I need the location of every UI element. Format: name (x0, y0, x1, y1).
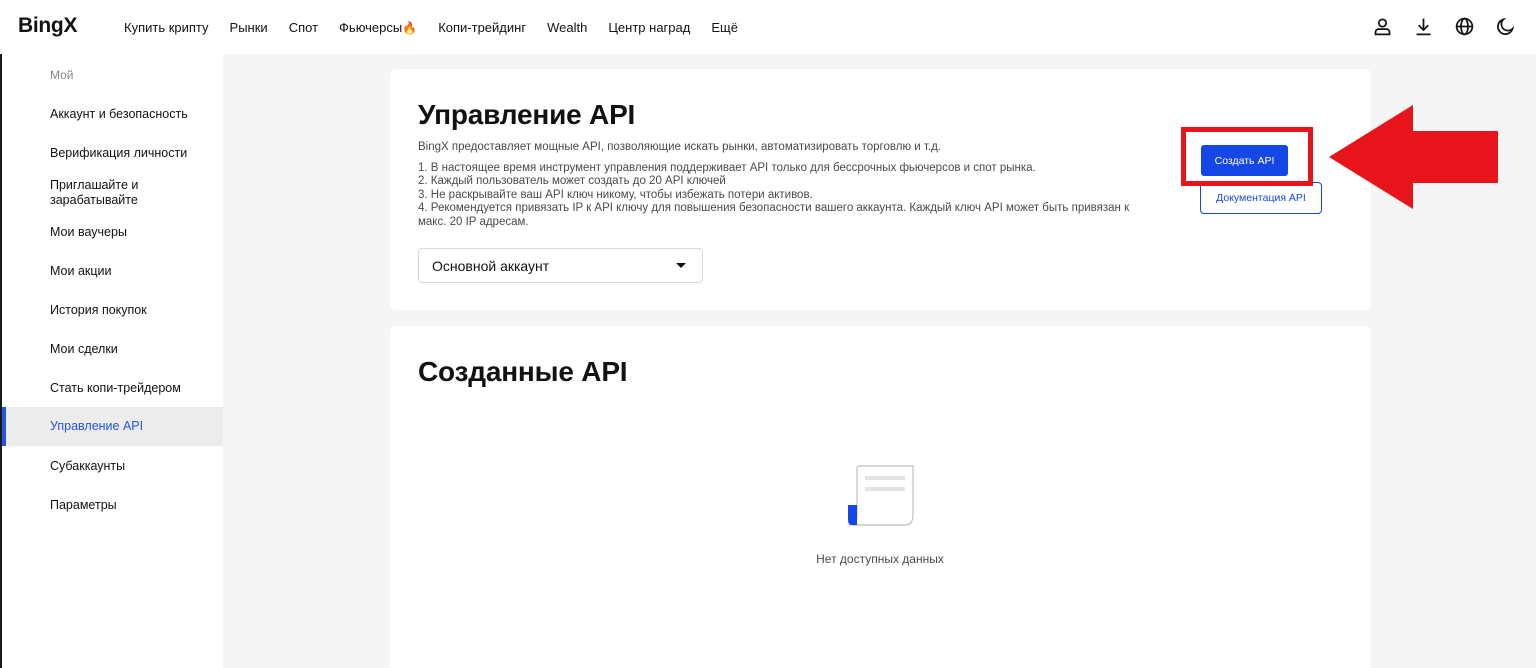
sidebar-heading: Мой (50, 68, 74, 82)
sidebar-item-my-vouchers[interactable]: Мои ваучеры (50, 225, 127, 239)
empty-document-icon (847, 465, 915, 527)
nav-item-copy-trading[interactable]: Копи-трейдинг (438, 19, 527, 35)
create-api-button[interactable]: Создать API (1201, 145, 1288, 176)
top-navigation-bar (0, 0, 1536, 54)
sidebar-item-subaccounts[interactable]: Субаккаунты (50, 459, 126, 473)
api-description (418, 141, 1178, 229)
account-select[interactable] (418, 248, 703, 283)
caret-down-icon (676, 263, 686, 268)
nav-item-markets[interactable]: Рынки (229, 19, 268, 35)
sidebar-item-settings[interactable]: Параметры (50, 498, 117, 512)
empty-state-text: Нет доступных данных (816, 552, 944, 566)
fire-icon: 🔥 (402, 20, 418, 35)
nav-item-futures[interactable] (339, 20, 417, 35)
user-icon[interactable] (1372, 15, 1393, 37)
nav-item-rewards-center[interactable]: Центр наград (608, 19, 691, 35)
highlight-box (1181, 127, 1313, 186)
api-docs-button[interactable]: Документация API (1200, 182, 1322, 214)
globe-icon[interactable] (1454, 15, 1475, 37)
api-description-lead: BingX предоставляет мощные API, позволяющие искать рынки, автоматизировать торговлю и т.д. (418, 141, 941, 153)
sidebar-item-account-security[interactable]: Аккаунт и безопасность (50, 107, 188, 121)
sidebar-item-invite-earn[interactable]: Приглашайте и зарабатывайте (50, 178, 139, 207)
page-title: Управление API (418, 99, 636, 130)
moon-icon[interactable] (1495, 15, 1516, 37)
bingx-logo[interactable]: BingX (18, 14, 78, 37)
main-nav (124, 0, 759, 54)
created-api-title: Созданные API (418, 356, 628, 387)
api-note-2: 2. Каждый пользователь может создать до 20 API ключей (418, 175, 726, 187)
top-icons (1372, 15, 1516, 37)
account-sidebar (0, 54, 223, 668)
sidebar-item-become-copy-trader[interactable]: Стать копи-трейдером (50, 381, 181, 395)
nav-item-buy-crypto[interactable]: Купить крипту (124, 19, 209, 35)
api-note-3: 3. Не раскрывайте ваш API ключ никому, чтобы избежать потери активов. (418, 188, 813, 201)
sidebar-item-identity-verification[interactable]: Верификация личности (50, 146, 188, 160)
api-note-4: 4. Рекомендуется привязать IP к API ключу для повышения безопасности вашего аккаунта. Каждый ключ API может быть привязан к макс. 20 IP адресам. (418, 202, 1130, 228)
red-arrow-icon (1329, 105, 1498, 209)
sidebar-item-api-management[interactable]: Управление API (2, 407, 223, 446)
nav-item-wealth[interactable]: Wealth (547, 19, 588, 35)
nav-item-more[interactable]: Ещё (711, 19, 738, 35)
nav-item-futures-label: Фьючерсы (339, 19, 403, 35)
sidebar-item-my-promotions[interactable]: Мои акции (50, 264, 112, 278)
download-icon[interactable] (1413, 15, 1434, 37)
nav-item-spot[interactable]: Спот (288, 19, 319, 35)
sidebar-item-my-trades[interactable]: Мои сделки (50, 342, 118, 356)
sidebar-item-purchase-history[interactable]: История покупок (50, 303, 147, 317)
api-note-1: 1. В настоящее время инструмент управления поддерживает API только для бессрочных фьючерсов и спот рынка. (418, 161, 1036, 174)
account-select-value: Основной аккаунт (432, 257, 550, 274)
